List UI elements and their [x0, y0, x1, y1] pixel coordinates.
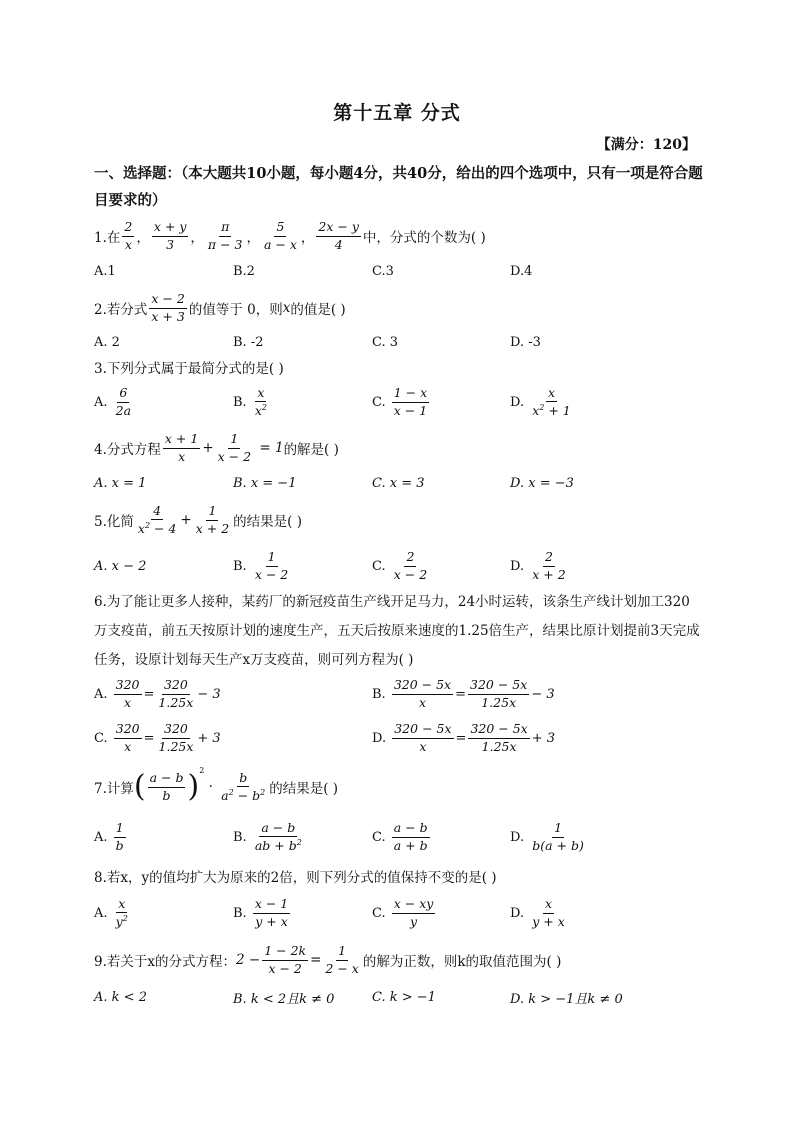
q8-option-c: C. $\frac{x - xy}{y}$ — [372, 896, 434, 929]
q6-options-row-2 — [94, 720, 714, 756]
q4-suffix: 的解是( ) — [283, 442, 339, 458]
question-4: 4.分式方程 $\frac{x + 1}{x}$ + $\frac{1}{x - 2}$ = 1 的解是( ) — [94, 431, 339, 464]
q5-options — [94, 548, 714, 584]
q1-suffix: 中，分式的个数为( ) — [362, 230, 486, 246]
q3-options — [94, 384, 714, 420]
q5-prefix: 5.化简 — [94, 514, 134, 530]
q9-suffix: 的解为正数，则k的取值范围为( ) — [362, 954, 562, 970]
q2-text: 的值等于 0，则 — [188, 302, 283, 318]
q6-option-a: A. $\frac{320}{x}$ = $\frac{320}{1.25x}$ − 3 — [94, 677, 221, 710]
q2-prefix: 2.若分式 — [94, 302, 148, 318]
q4-prefix: 4.分式方程 — [94, 442, 161, 458]
fraction-2x-minus-y-over-4: $\frac{2x - y}{4}$ — [318, 219, 359, 252]
question-8: 8.若x，y的值均扩大为原来的2倍，则下列分式的值保持不变的是( ) — [94, 870, 497, 886]
full-score-label: 【满分：120】 — [596, 137, 696, 153]
q5-option-c: C. $\frac{2}{x - 2}$ — [372, 549, 428, 582]
question-3: 3.下列分式属于最简分式的是( ) — [94, 361, 284, 377]
q9-options — [94, 988, 714, 1006]
fraction-x-plus-y-over-3: $\frac{x + y}{3}$ — [153, 219, 187, 252]
q1-options — [94, 262, 714, 280]
q4-option-c: C. x = 3 — [372, 475, 425, 491]
q5-suffix: 的结果是( ) — [233, 514, 302, 530]
page-title: 第十五章 分式 — [333, 102, 461, 124]
question-5: 5.化简 $\frac{4}{x^2 - 4}$ + $\frac{1}{x + 2}$ 的结果是( ) — [94, 502, 302, 537]
question-1: 1.在 $\frac{2}{x}$ ， $\frac{x + y}{3}$ ， $\frac{\pi}{\pi - 3}$ ， $\frac{5}{a - x}$ ， $\frac{2x - y}{4}$ 中，分式的个数为( ) — [94, 219, 486, 252]
q7-option-d: D. $\frac{1}{b(a + b)}$ — [510, 820, 584, 853]
q7-options — [94, 818, 714, 856]
question-9: 9.若关于x的分式方程： 2 − $\frac{1 - 2k}{x - 2}$ = $\frac{1}{2 - x}$ 的解为正数，则k的取值范围为( ) — [94, 943, 562, 976]
q2-options — [94, 333, 714, 351]
q6-option-d: D. $\frac{320 - 5x}{x}$ = $\frac{320 - 5x}{1.25x}$ + 3 — [372, 721, 556, 754]
q3-option-c: C. $\frac{1 - x}{x - 1}$ — [372, 385, 428, 418]
q3-option-a: A. $\frac{6}{2a}$ — [94, 385, 132, 418]
fraction-2-over-x: $\frac{2}{x}$ — [124, 219, 133, 252]
fraction-x-minus-2-over-x-plus-3: $\frac{x - 2}{x + 3}$ — [151, 291, 185, 324]
q8-options — [94, 894, 714, 932]
q8-option-a: A. $\frac{x}{y^2}$ — [94, 895, 128, 930]
q1-option-a: A.1 — [94, 263, 116, 279]
fraction-5-over-a-minus-x: $\frac{5}{a - x}$ — [263, 219, 297, 252]
question-7: 7.计算 ( $\frac{a - b}{b}$ ) $^2$ · $\frac{b}{a^2 - b^2}$ 的结果是( ) — [94, 766, 339, 804]
q2-option-d: D. -3 — [510, 334, 541, 350]
q4-option-d: D. x = −3 — [510, 475, 574, 491]
q4-option-a: A. x = 1 — [94, 475, 147, 491]
q4-option-b: B. x = −1 — [233, 475, 297, 491]
q5-option-b: B. $\frac{1}{x - 2}$ — [233, 549, 289, 582]
q2-suffix: 的值是( ) — [290, 302, 346, 318]
q7-option-c: C. $\frac{a - b}{a + b}$ — [372, 820, 428, 853]
q4-options — [94, 474, 714, 492]
q6-option-b: B. $\frac{320 - 5x}{x}$ = $\frac{320 - 5x}{1.25x}$ − 3 — [372, 677, 555, 710]
q3-option-d: D. $\frac{x}{x^2 + 1}$ — [510, 384, 571, 419]
q8-option-b: B. $\frac{x - 1}{y + x}$ — [233, 896, 289, 929]
q6-options-row-1 — [94, 676, 714, 712]
q9-prefix: 9.若关于x的分式方程： — [94, 954, 236, 970]
fraction-pi-over-pi-minus-3: $\frac{\pi}{\pi - 3}$ — [207, 219, 243, 252]
q9-option-c: C. k > −1 — [372, 989, 436, 1005]
q1-option-d: D.4 — [510, 263, 533, 279]
q7-suffix: 的结果是( ) — [269, 781, 339, 797]
q2-option-a: A. 2 — [94, 334, 120, 350]
q7-prefix: 7.计算 — [94, 781, 134, 797]
q7-option-b: B. $\frac{a - b}{ab + b^2}$ — [233, 819, 302, 854]
q1-prefix: 1.在 — [94, 230, 121, 246]
q6-option-c: C. $\frac{320}{x}$ = $\frac{320}{1.25x}$ + 3 — [94, 721, 221, 754]
q9-option-a: A. k < 2 — [94, 989, 147, 1005]
q2-variable: x — [282, 300, 291, 316]
question-6: 6.为了能让更多人接种，某药厂的新冠疫苗生产线开足马力，24小时运转，该条生产线计划加工320万支疫苗，前五天按原计划的速度生产，五天后按原来速度的1.25倍生产，结果比原计划提前3天完成任务，设原计划每天生产x万支疫苗，则可列方程为( ) — [94, 594, 700, 668]
q1-option-c: C.3 — [372, 263, 394, 279]
q9-option-b: B. k < 2且k ≠ 0 — [233, 991, 335, 1007]
q9-option-d: D. k > −1且k ≠ 0 — [510, 991, 623, 1007]
q5-option-a: A. x − 2 — [94, 558, 147, 574]
q1-option-b: B.2 — [233, 263, 255, 279]
section-heading: 一、选择题：（本大题共10小题，每小题4分，共40分，给出的四个选项中，只有一项是符合题目要求的） — [94, 165, 703, 209]
q8-option-d: D. $\frac{x}{y + x}$ — [510, 896, 565, 929]
question-2 — [94, 290, 346, 326]
q7-option-a: A. $\frac{1}{b}$ — [94, 820, 124, 853]
q2-option-b: B. -2 — [233, 334, 264, 350]
q2-option-c: C. 3 — [372, 334, 399, 350]
q3-option-b: B. $\frac{x}{x^2}$ — [233, 384, 267, 419]
q5-option-d: D. $\frac{2}{x + 2}$ — [510, 549, 566, 582]
